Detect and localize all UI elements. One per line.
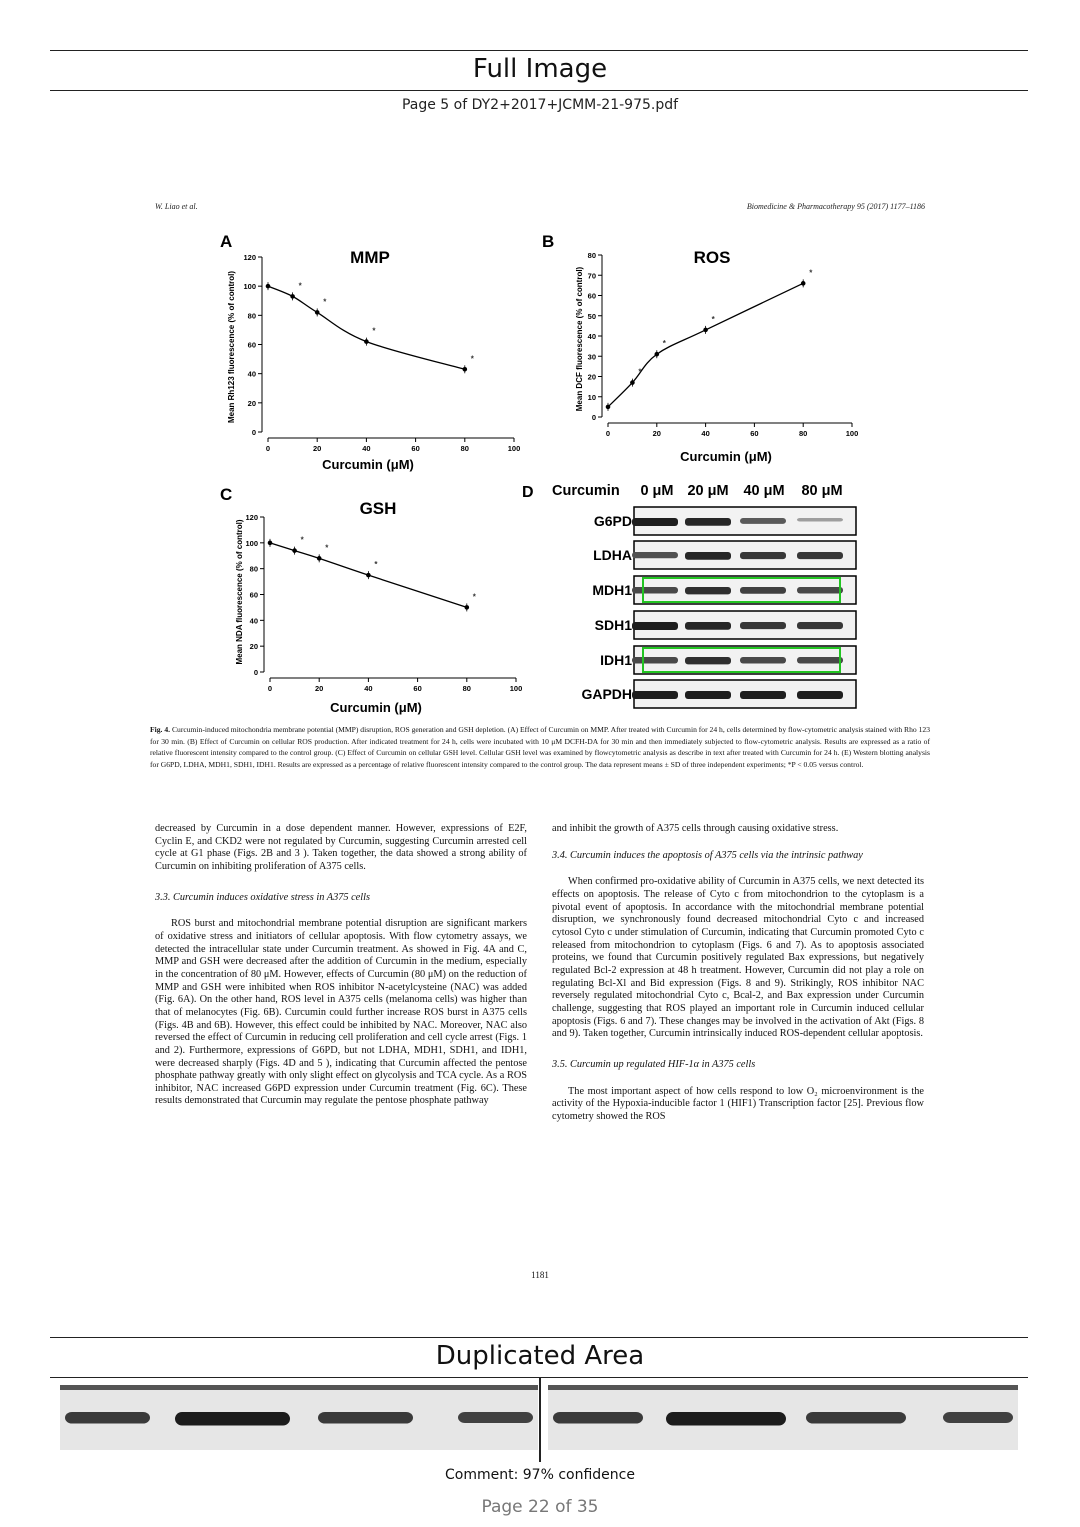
series-line [608, 283, 803, 407]
y-tick-label: 20 [247, 398, 256, 408]
y-tick-label: 0 [251, 428, 256, 437]
blot-band [685, 691, 731, 699]
blot-band [318, 1412, 413, 1424]
blot-band [740, 657, 786, 664]
blot-band [740, 518, 786, 524]
x-tick-label: 20 [313, 444, 322, 453]
duplicated-crop-left [60, 1385, 538, 1450]
chart-title: MMP [350, 248, 390, 267]
series-line [268, 286, 465, 369]
duplicate-divider [539, 1378, 541, 1462]
crop-top-edge [548, 1385, 1018, 1390]
panel-letter: C [220, 485, 233, 504]
panel-letter: D [522, 484, 534, 501]
paper-page [150, 195, 930, 1285]
blot-band [740, 552, 786, 559]
page-indicator: Page 22 of 35 [481, 1497, 599, 1517]
y-tick-label: 80 [249, 564, 258, 574]
y-tick-label: 60 [247, 340, 256, 350]
blot-band [797, 552, 843, 559]
confidence-comment: Comment: 97% confidence [445, 1467, 635, 1483]
significance-marker: * [372, 326, 376, 336]
significance-marker: * [323, 297, 327, 307]
blot-band [632, 552, 678, 558]
blot-band [632, 518, 678, 526]
x-tick-label: 20 [315, 684, 324, 693]
y-tick-label: 20 [587, 372, 596, 382]
panel-a-chart [218, 227, 538, 477]
blot-band [685, 552, 731, 560]
blot-band [797, 657, 843, 664]
section-heading-3-4: 3.4. Curcumin induces the apoptosis of A375 cells via the intrinsic pathway [552, 849, 863, 861]
x-tick-label: 60 [413, 684, 422, 693]
blot-band [175, 1412, 290, 1426]
plot-area [245, 513, 522, 693]
left-column [155, 823, 527, 1108]
y-tick-label: 120 [245, 513, 258, 522]
significance-marker: * [470, 354, 474, 364]
paragraph: The most important aspect of how cells respond to low O₂ microenvironment is the activity of the Hypoxia-inducible factor 1 (HIF1) Transcription factor [25]. Previous flow cytometry showed the ROS [552, 1085, 924, 1122]
blot-row-label: G6PD [593, 513, 632, 529]
y-tick-label: 50 [587, 311, 596, 321]
y-axis-label: Mean DCF fluorescence (% of control) [575, 266, 584, 412]
blot-band [666, 1412, 786, 1426]
header-rule-bottom [50, 90, 1028, 91]
blot-band [685, 657, 731, 664]
blot-band [797, 622, 843, 629]
significance-marker: * [374, 560, 378, 570]
y-tick-label: 60 [587, 291, 596, 301]
section-heading-3-3: 3.3. Curcumin induces oxidative stress in A375 cells [155, 891, 370, 903]
blot-row-label: SDH1 [594, 617, 632, 633]
lane-label-20: 20 μM [687, 483, 729, 499]
x-tick-label: 0 [265, 444, 271, 453]
blot-band [632, 691, 678, 699]
y-tick-label: 60 [249, 590, 258, 600]
blot-rows [581, 507, 856, 708]
blot-band [797, 587, 843, 594]
blot-band [740, 691, 786, 699]
figure-label: Fig. 4. [150, 725, 171, 734]
blot-band [685, 518, 731, 526]
lane-label-40: 40 μM [743, 483, 785, 499]
blot-band [797, 518, 843, 522]
y-axis-label: Mean Rh123 fluorescence (% of control) [227, 270, 236, 424]
x-tick-label: 40 [364, 684, 373, 693]
y-axis-label: Mean NDA fluorescence (% of control) [235, 519, 244, 665]
x-tick-label: 100 [509, 684, 523, 693]
x-tick-label: 60 [411, 444, 420, 453]
x-tick-label: 0 [605, 429, 611, 438]
paper-page-number: 1181 [531, 1270, 549, 1280]
y-tick-label: 20 [249, 642, 258, 652]
paragraph: and inhibit the growth of A375 cells through causing oxidative stress. [552, 823, 839, 834]
panel-b-chart [540, 227, 860, 477]
x-tick-label: 80 [799, 429, 808, 438]
paragraph: When confirmed pro-oxidative ability of Curcumin in A375 cells, we next detected its effects on apoptosis. The release of Cyto c from mitochondrion to the cytoplasm is a pivotal event of apoptosis. In accordance with the mitochondrial membrane potential disruption, we synchronously found decreased mitochondrial Cyto c and increased cytosol Cyto c under stimulation of Curcumin, indicating that Curcumin promoted Cyto c released from mitochondrion to cytoplasm (Figs. 6 and 7). As to apoptosis associated proteins, we found that Curcumin positively regulated Bax expressions, but negatively regulated Bcl-2 expression at 48 h treatment. However, Curcumin did not play a role on regulating Bcl-Xl and Bid expression (Figs. 8 and 9). Strikingly, ROS inhibitor NAC reversely regulated mitochondrial Cyto c, Bcal-2, and Bax expression under Curcumin challenge, suggesting that ROS played an important role in Curcumin induced cellular apoptosis (Figs. 6 and 7). These changes may be involved in the activation of Akt (Figs. 8 and 9). Taken together, Curcumin intrinsically induced ROS-dependent cellular apoptosis. [552, 876, 924, 1040]
x-tick-label: 80 [462, 684, 471, 693]
y-tick-label: 30 [587, 352, 596, 362]
panel-letter: B [542, 232, 555, 251]
blot-header-label: Curcumin [552, 483, 620, 499]
running-head-right: Biomedicine & Pharmacotherapy 95 (2017) 1177–1186 [746, 202, 925, 211]
blot-band [806, 1412, 906, 1424]
x-axis-label: Curcumin (μM) [322, 457, 414, 472]
panel-c-chart [218, 482, 538, 717]
x-tick-label: 40 [701, 429, 710, 438]
y-tick-label: 100 [245, 538, 258, 548]
section-heading-3-5: 3.5. Curcumin up regulated HIF-1α in A375 cells [552, 1058, 756, 1070]
header-rule-top [50, 50, 1028, 51]
duplicated-area-title: Duplicated Area [435, 1341, 645, 1371]
x-axis-label: Curcumin (μM) [680, 449, 772, 464]
page-title: Full Image [472, 54, 608, 84]
x-tick-label: 80 [460, 444, 469, 453]
blot-band [797, 691, 843, 699]
crop-top-edge [60, 1385, 538, 1390]
y-tick-label: 80 [247, 311, 256, 321]
figure-caption [150, 724, 930, 770]
plot-area [588, 251, 859, 438]
paragraph: ROS burst and mitochondrial membrane potential disruption are significant markers of oxidative stress and initiators of cellular apoptosis. With flow cytometry assays, we detected the intracellular state under Curcumin treatment. As showed in Fig. 4A and C, MMP and GSH were decreased after the addition of Curcumin in the medium, especially in the concentration of 80 μM. However, effects of Curcumin (80 μM) on the reduction of MMP and GSH were inhibited when ROS inhibitor N-acetylcysteine (NAC) was added (Fig. 6A). On the other hand, ROS level in A375 cells (melanoma cells) was higher than that of melanocytes (Fig. 6B). Curcumin could further increase ROS burst in A375 cells (Figs. 4B and 6B). However, this effect could be inhibited by NAC. Moreover, NAC also reversed the effect of Curcumin in reducing cell proliferation and cell cycle arrest (Figs. 1 and 2). Furthermore, expressions of G6PD, but not LDHA, MDH1, SDH1, and IDH1, were decreased sharply (Figs. 4D and 5 ), indicating that Curcumin affected the pentose phosphate pathway greatly with only slight effect on glycolysis and TCA cycle. As a ROS inhibitor, NAC increased G6PD expression under Curcumin treatment (Fig. 6C). These results demonstrated that Curcumin may regulate the pentose phosphate pathway [155, 918, 527, 1107]
blot-row-label: LDHA [593, 547, 632, 563]
y-tick-label: 120 [243, 253, 256, 262]
significance-marker: * [809, 268, 813, 278]
significance-marker: * [300, 535, 304, 545]
significance-marker: * [325, 543, 329, 553]
blot-band [632, 587, 678, 594]
x-tick-label: 40 [362, 444, 371, 453]
blot-row-label: GAPDH [581, 686, 632, 702]
chart-title: ROS [693, 248, 731, 267]
lane-label-0: 0 μM [640, 483, 674, 499]
blot-band [943, 1412, 1013, 1423]
x-tick-label: 100 [845, 429, 859, 438]
y-tick-label: 40 [247, 369, 256, 379]
paragraph: decreased by Curcumin in a dose dependent manner. However, expressions of E2F, Cyclin E, and CKD2 were not regulated by Curcumin, suggesting Curcumin arrested cell cycle at G1 phase (Figs. 2B and 3 ). Taken together, the data showed a strong ability of Curcumin on inhibiting proliferation of A375 cells. [155, 823, 527, 872]
y-tick-label: 70 [587, 271, 596, 281]
blot-band [632, 657, 678, 664]
y-tick-label: 40 [249, 616, 258, 626]
blot-band [740, 587, 786, 594]
plot-area [243, 253, 520, 453]
blot-row-label: IDH1 [600, 652, 632, 668]
running-head-left: W. Liao et al. [155, 202, 198, 211]
blot-band [740, 622, 786, 629]
y-tick-label: 100 [243, 282, 256, 292]
x-tick-label: 0 [267, 684, 273, 693]
y-tick-label: 0 [253, 668, 258, 677]
y-tick-label: 80 [587, 251, 596, 260]
y-tick-label: 10 [587, 392, 596, 402]
chart-title: GSH [359, 499, 397, 518]
blot-band [685, 622, 731, 630]
x-tick-label: 60 [750, 429, 759, 438]
panel-letter: A [220, 232, 233, 251]
significance-marker: * [472, 592, 476, 602]
significance-marker: * [662, 339, 666, 349]
x-tick-label: 20 [652, 429, 661, 438]
blot-band [65, 1412, 150, 1424]
significance-marker: * [638, 367, 642, 377]
blot-band [553, 1412, 643, 1424]
x-tick-label: 100 [507, 444, 521, 453]
dup-rule-top [50, 1337, 1028, 1338]
blot-band [458, 1412, 533, 1423]
y-tick-label: 0 [591, 413, 596, 422]
duplicated-crop-right [548, 1385, 1018, 1450]
x-axis-label: Curcumin (μM) [330, 700, 422, 715]
significance-marker: * [711, 314, 715, 324]
figure-caption-text: Curcumin-induced mitochondria membrane potential (MMP) disruption, ROS generation and GSH depletion. (A) Effect of Curcumin on MMP. After treated with Curcumin for 24 h, cells determined by flow-cytometric analysis stained with Rho 123 for 30 min. (B) Effect of Curcumin on cellular ROS production. After indicated treatment for 24 h, cells were incubated with 10 μM DCFH-DA for 30 min and then immediately subjected to flow-cytometric analysis. Results are expressed as a ratio of relative fluorescent intensity compared to the control group. (C) Effect of Curcumin on cellular GSH level. Cellular GSH level was examined by flowcytometric analysis as describe in text after treated with Curcumin for 24 h. (E) Western blotting analysis for G6PD, LDHA, MDH1, SDH1, IDH1. Results are expressed as a percentage of relative fluorescent intensity compared to the control group. The data represent means ± SD of three independent experiments; *P < 0.05 versus control. [150, 725, 930, 769]
right-column [552, 823, 924, 1123]
blot-row-label: MDH1 [592, 582, 632, 598]
blot-band [632, 622, 678, 630]
lane-label-80: 80 μM [801, 483, 843, 499]
source-filename: Page 5 of DY2+2017+JCMM-21-975.pdf [401, 97, 679, 113]
y-tick-label: 40 [587, 332, 596, 341]
panel-d-western-blot [509, 475, 862, 715]
significance-marker: * [298, 281, 302, 291]
blot-band [685, 587, 731, 594]
